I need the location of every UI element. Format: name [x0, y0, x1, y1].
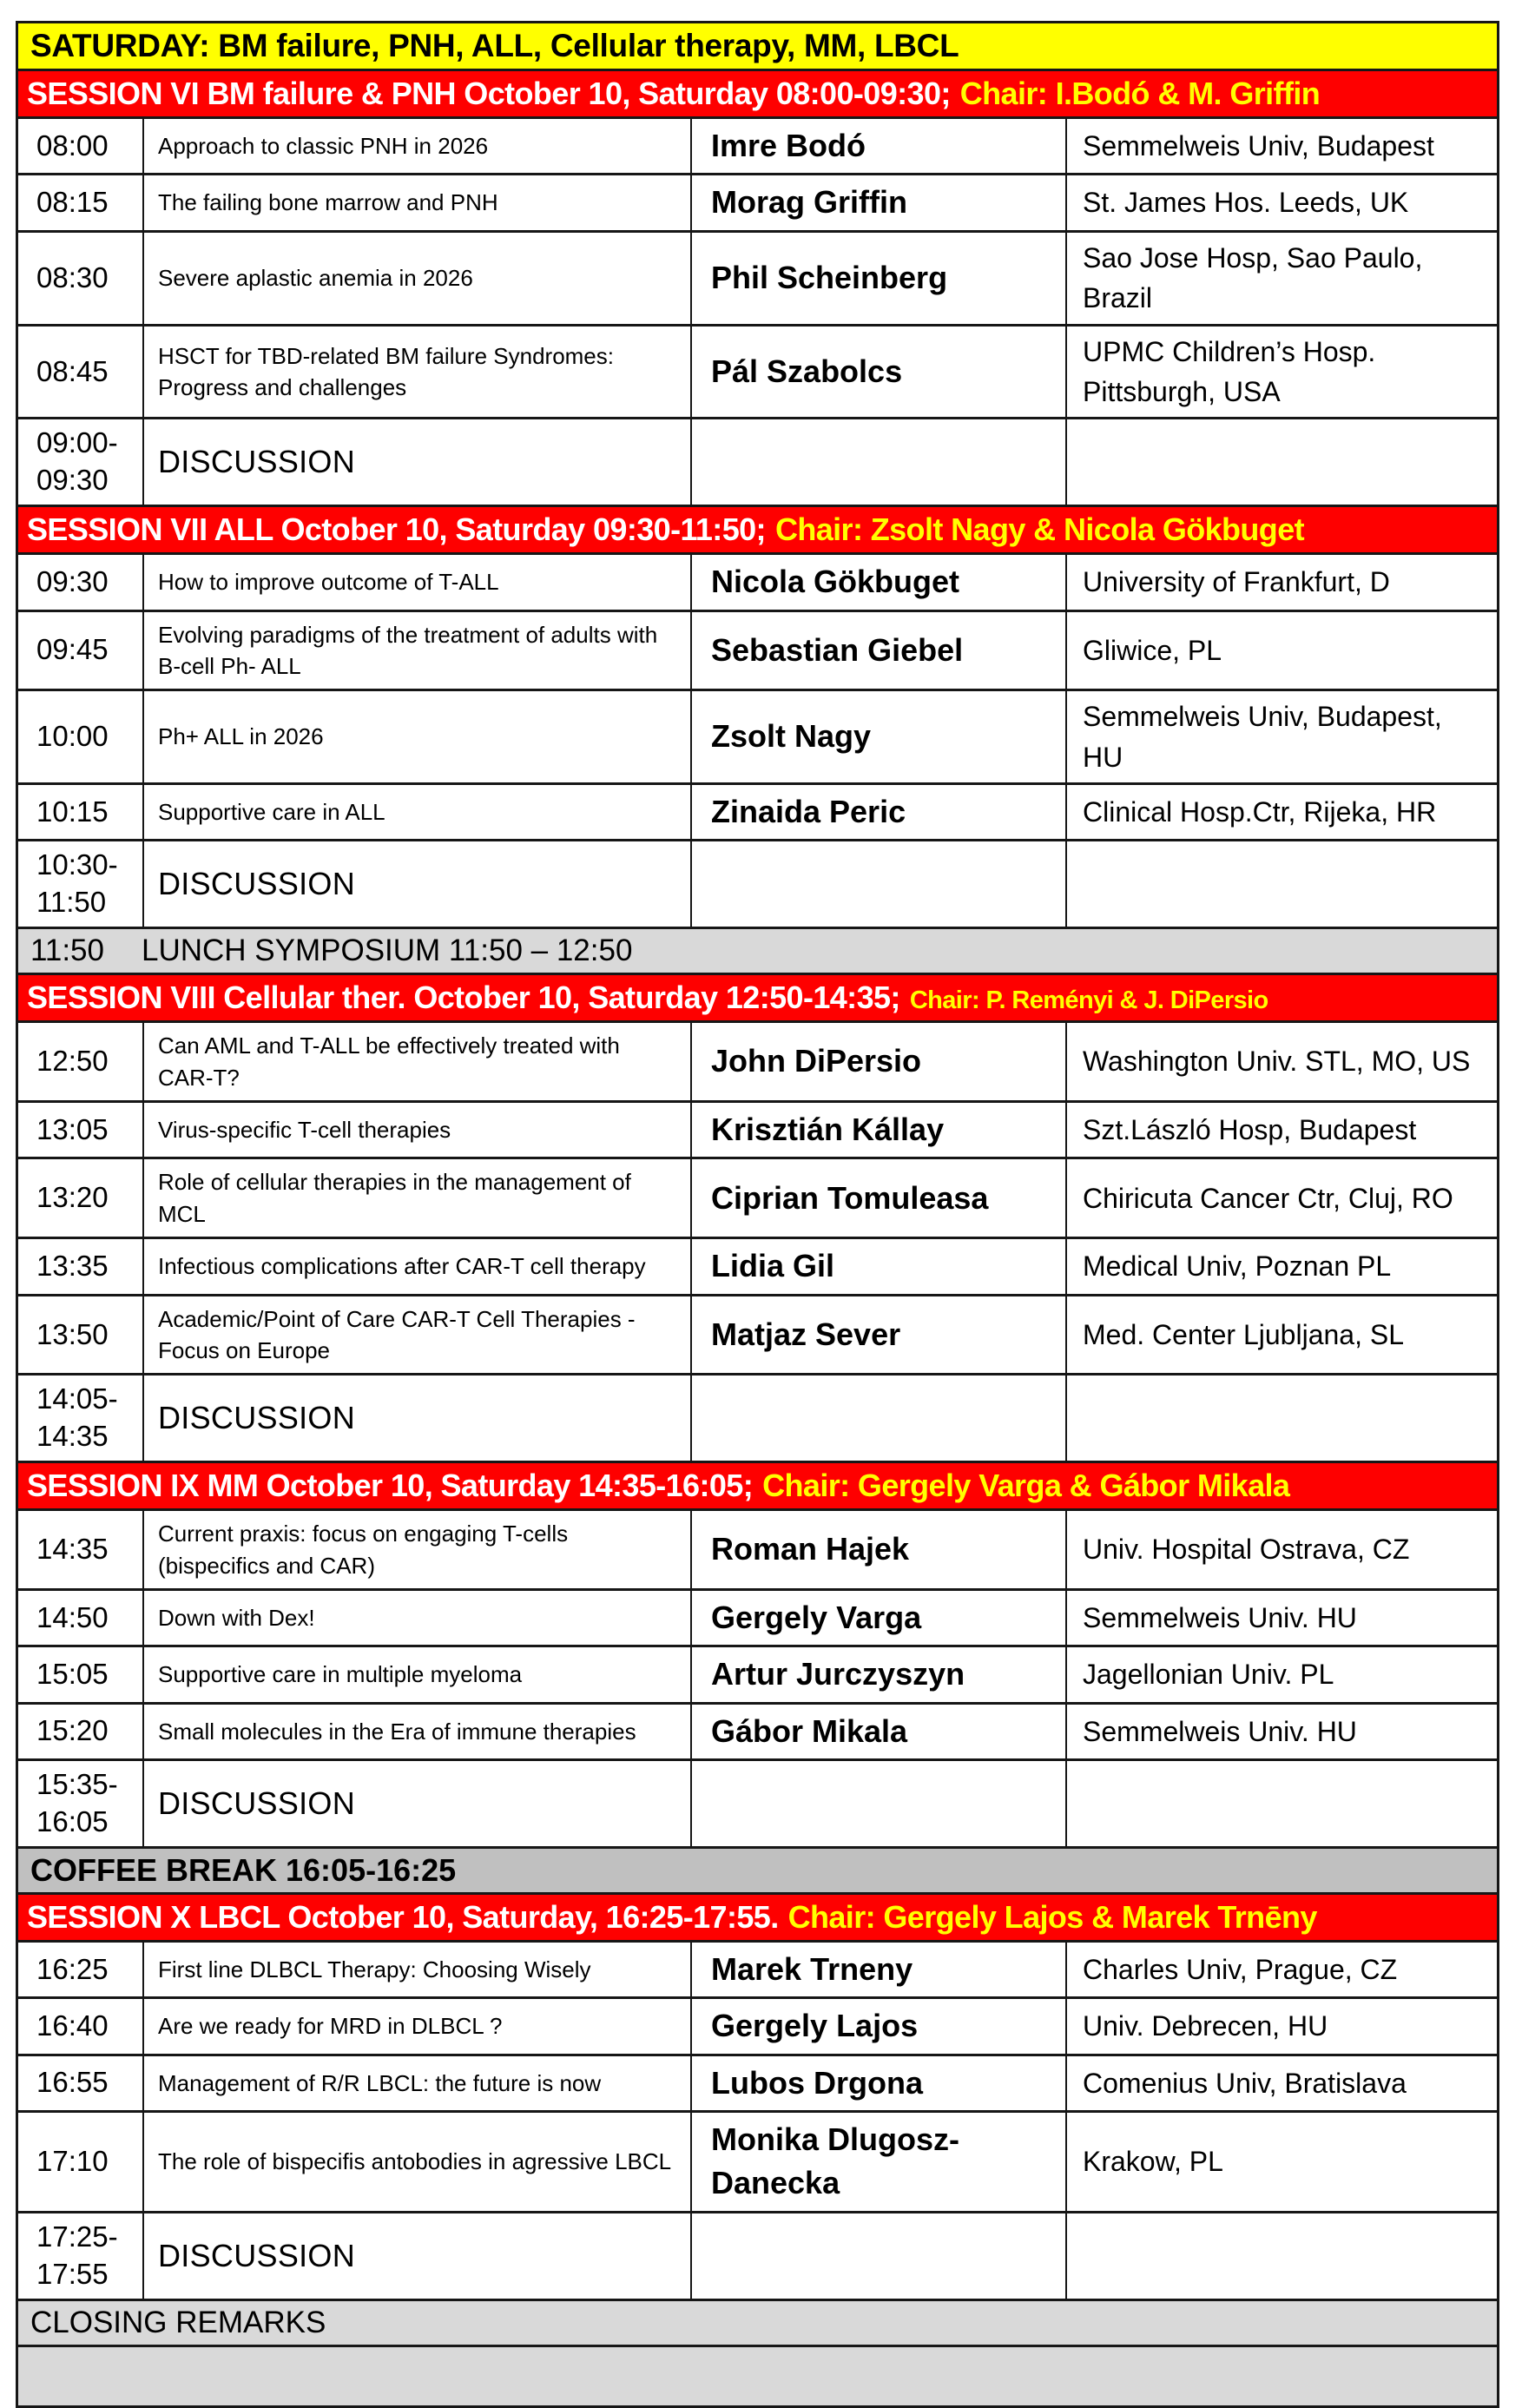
- talk-time: 16:40: [36, 2009, 109, 2042]
- affiliation-cell: [1067, 1511, 1497, 1588]
- affiliation-cell: [1067, 612, 1497, 689]
- session-header-band: [18, 1895, 1497, 1943]
- talk-topic: Can AML and T-ALL be effectively treated with CAR-T?: [158, 1032, 620, 1091]
- topic-cell: [144, 119, 692, 173]
- talk-row: [18, 1296, 1497, 1376]
- talk-row: [18, 785, 1497, 841]
- empty-row: [18, 2347, 1497, 2405]
- affiliation-cell: [1067, 1296, 1497, 1374]
- time-cell: [18, 1159, 144, 1237]
- session-chair: Chair: Gergely Varga & Gábor Mikala: [762, 1468, 1290, 1504]
- time-cell: [18, 1761, 144, 1846]
- speaker-cell: [692, 1023, 1067, 1100]
- talk-topic: Severe aplastic anemia in 2026: [158, 264, 473, 291]
- talk-row: [18, 119, 1497, 175]
- time-cell: [18, 1943, 144, 1996]
- talk-speaker: Zsolt Nagy: [711, 718, 872, 755]
- talk-topic: The failing bone marrow and PNH: [158, 189, 498, 216]
- speaker-cell: [692, 175, 1067, 229]
- talk-speaker: Sebastian Giebel: [711, 631, 964, 668]
- time-cell: [18, 612, 144, 689]
- talk-speaker: Gergely Lajos: [711, 2008, 919, 2044]
- topic-cell: [144, 233, 692, 324]
- talk-affiliation: Univ. Debrecen, HU: [1083, 2010, 1328, 2042]
- affiliation-cell: [1067, 1647, 1497, 1701]
- time-cell: [18, 419, 144, 505]
- time-cell: [18, 785, 144, 839]
- topic-cell: [144, 2113, 692, 2211]
- talk-topic: Down with Dex!: [158, 1604, 315, 1631]
- talk-speaker: Marek Trneny: [711, 1950, 913, 1987]
- discussion-row: [18, 2213, 1497, 2301]
- topic-cell: [144, 785, 692, 839]
- talk-time: 08:30: [36, 261, 109, 294]
- speaker-cell: [692, 2213, 1067, 2299]
- talk-time: 14:50: [36, 1600, 109, 1633]
- talk-row: [18, 2056, 1497, 2113]
- topic-cell: [144, 1591, 692, 1645]
- talk-affiliation: Chiricuta Cancer Ctr, Cluj, RO: [1083, 1182, 1453, 1214]
- time-cell: [18, 1296, 144, 1374]
- talk-time: 17:10: [36, 2145, 109, 2177]
- affiliation-cell: [1067, 233, 1497, 324]
- talk-affiliation: Sao Jose Hosp, Sao Paulo, Brazil: [1083, 241, 1423, 314]
- time-cell: [18, 841, 144, 927]
- talk-time: 09:45: [36, 633, 109, 666]
- topic-cell: [144, 1023, 692, 1100]
- talk-affiliation: Semmelweis Univ. HU: [1083, 1601, 1357, 1633]
- schedule-table: [16, 21, 1499, 2408]
- topic-cell: [144, 1239, 692, 1293]
- talk-time: 09:30: [36, 564, 109, 597]
- affiliation-cell: [1067, 2213, 1497, 2299]
- discussion-label: DISCUSSION: [158, 1400, 356, 1436]
- speaker-cell: [692, 555, 1067, 609]
- affiliation-cell: [1067, 327, 1497, 418]
- topic-cell: [144, 1647, 692, 1701]
- discussion-label: DISCUSSION: [158, 2237, 356, 2273]
- time-cell: [18, 1999, 144, 2053]
- talk-time: 08:15: [36, 186, 109, 219]
- talk-row: [18, 1239, 1497, 1296]
- discussion-row: [18, 841, 1497, 929]
- discussion-time: 15:35-16:05: [36, 1768, 118, 1837]
- speaker-cell: [692, 1943, 1067, 1996]
- speaker-cell: [692, 612, 1067, 689]
- day-title: SATURDAY: BM failure, PNH, ALL, Cellular therapy, MM, LBCL: [30, 28, 959, 63]
- time-cell: [18, 1647, 144, 1701]
- talk-row: [18, 1705, 1497, 1761]
- affiliation-cell: [1067, 1023, 1497, 1100]
- break-time: 11:50: [30, 934, 104, 968]
- session-header-band: [18, 1463, 1497, 1511]
- discussion-label: DISCUSSION: [158, 1785, 356, 1821]
- talk-topic: Academic/Point of Care CAR-T Cell Therapies - Focus on Europe: [158, 1305, 636, 1363]
- topic-cell: [144, 1103, 692, 1157]
- speaker-cell: [692, 419, 1067, 505]
- break-label: COFFEE BREAK 16:05-16:25: [30, 1851, 457, 1888]
- talk-topic: Supportive care in ALL: [158, 799, 385, 826]
- talk-speaker: Monika Dlugosz-Danecka: [711, 2121, 959, 2201]
- discussion-row: [18, 1376, 1497, 1463]
- talk-topic: How to improve outcome of T-ALL: [158, 569, 499, 596]
- topic-cell: [144, 841, 692, 927]
- talk-row: [18, 175, 1497, 232]
- topic-cell: [144, 2213, 692, 2299]
- talk-time: 13:35: [36, 1249, 109, 1282]
- break-label: CLOSING REMARKS: [30, 2305, 326, 2339]
- talk-topic: Virus-specific T-cell therapies: [158, 1117, 451, 1144]
- speaker-cell: [692, 1296, 1067, 1374]
- talk-affiliation: Semmelweis Univ, Budapest: [1083, 130, 1434, 162]
- affiliation-cell: [1067, 1761, 1497, 1846]
- talk-time: 08:00: [36, 129, 109, 162]
- talk-topic: Supportive care in multiple myeloma: [158, 1661, 523, 1688]
- speaker-cell: [692, 1705, 1067, 1758]
- session-title: SESSION VIII Cellular ther. October 10, Saturday 12:50-14:35;: [27, 980, 900, 1016]
- talk-speaker: Morag Griffin: [711, 184, 907, 221]
- speaker-cell: [692, 2056, 1067, 2110]
- talk-row: [18, 233, 1497, 327]
- time-cell: [18, 2213, 144, 2299]
- talk-affiliation: Semmelweis Univ, Budapest, HU: [1083, 701, 1442, 773]
- topic-cell: [144, 175, 692, 229]
- session-chair: Chair: I.Bodó & M. Griffin: [959, 76, 1321, 111]
- talk-row: [18, 555, 1497, 611]
- speaker-cell: [692, 691, 1067, 782]
- speaker-cell: [692, 2113, 1067, 2211]
- talk-row: [18, 1103, 1497, 1159]
- talk-row: [18, 1591, 1497, 1647]
- speaker-cell: [692, 1591, 1067, 1645]
- talk-topic: The role of bispecifis antobodies in agressive LBCL: [158, 2148, 672, 2175]
- talk-speaker: Matjaz Sever: [711, 1316, 901, 1352]
- discussion-time: 17:25-17:55: [36, 2220, 118, 2290]
- speaker-cell: [692, 841, 1067, 927]
- time-cell: [18, 691, 144, 782]
- talk-affiliation: Krakow, PL: [1083, 2146, 1223, 2178]
- talk-topic: Infectious complications after CAR-T cell therapy: [158, 1253, 646, 1280]
- talk-affiliation: Comenius Univ, Bratislava: [1083, 2067, 1407, 2099]
- talk-speaker: Roman Hajek: [711, 1531, 910, 1567]
- affiliation-cell: [1067, 841, 1497, 927]
- time-cell: [18, 2113, 144, 2211]
- session-chair: Chair: Zsolt Nagy & Nicola Gökbuget: [774, 511, 1305, 548]
- time-cell: [18, 1239, 144, 1293]
- topic-cell: [144, 1376, 692, 1461]
- session-title: SESSION IX MM October 10, Saturday 14:35-16:05;: [27, 1468, 754, 1504]
- talk-time: 13:20: [36, 1181, 109, 1214]
- time-cell: [18, 1511, 144, 1588]
- speaker-cell: [692, 1376, 1067, 1461]
- talk-affiliation: Szt.László Hosp, Budapest: [1083, 1114, 1417, 1146]
- discussion-label: DISCUSSION: [158, 444, 356, 480]
- break-row: [18, 929, 1497, 975]
- discussion-time: 09:00-09:30: [36, 426, 118, 497]
- discussion-row: [18, 419, 1497, 507]
- talk-speaker: Imre Bodó: [711, 128, 866, 163]
- talk-topic: First line DLBCL Therapy: Choosing Wisely: [158, 1956, 591, 1982]
- time-cell: [18, 233, 144, 324]
- session-title: SESSION VII ALL October 10, Saturday 09:30-11:50;: [27, 511, 766, 548]
- talk-topic: Are we ready for MRD in DLBCL ?: [158, 2013, 503, 2040]
- speaker-cell: [692, 1511, 1067, 1588]
- topic-cell: [144, 691, 692, 782]
- talk-speaker: John DiPersio: [711, 1043, 922, 1079]
- talk-affiliation: Medical Univ, Poznan PL: [1083, 1250, 1392, 1283]
- affiliation-cell: [1067, 1103, 1497, 1157]
- talk-affiliation: Semmelweis Univ. HU: [1083, 1715, 1357, 1747]
- talk-topic: Evolving paradigms of the treatment of adults with B-cell Ph- ALL: [158, 621, 658, 679]
- talk-topic: Management of R/R LBCL: the future is now: [158, 2069, 602, 2096]
- talk-affiliation: University of Frankfurt, D: [1083, 566, 1390, 598]
- time-cell: [18, 1023, 144, 1100]
- topic-cell: [144, 1999, 692, 2053]
- topic-cell: [144, 612, 692, 689]
- talk-speaker: Zinaida Peric: [711, 794, 906, 830]
- speaker-cell: [692, 119, 1067, 173]
- break-row: [18, 2301, 1497, 2347]
- affiliation-cell: [1067, 2056, 1497, 2110]
- affiliation-cell: [1067, 1239, 1497, 1293]
- talk-affiliation: Univ. Hospital Ostrava, CZ: [1083, 1534, 1410, 1566]
- topic-cell: [144, 1511, 692, 1588]
- talk-speaker: Ciprian Tomuleasa: [711, 1179, 989, 1216]
- speaker-cell: [692, 1239, 1067, 1293]
- topic-cell: [144, 327, 692, 418]
- talk-time: 16:55: [36, 2066, 109, 2099]
- affiliation-cell: [1067, 1591, 1497, 1645]
- time-cell: [18, 1103, 144, 1157]
- affiliation-cell: [1067, 785, 1497, 839]
- talk-row: [18, 1999, 1497, 2055]
- speaker-cell: [692, 233, 1067, 324]
- speaker-cell: [692, 1999, 1067, 2053]
- talk-row: [18, 1511, 1497, 1591]
- affiliation-cell: [1067, 2113, 1497, 2211]
- talk-time: 12:50: [36, 1045, 109, 1078]
- talk-row: [18, 1023, 1497, 1103]
- talk-row: [18, 691, 1497, 785]
- talk-time: 08:45: [36, 354, 109, 387]
- affiliation-cell: [1067, 1376, 1497, 1461]
- affiliation-cell: [1067, 1943, 1497, 1996]
- time-cell: [18, 119, 144, 173]
- talk-topic: Current praxis: focus on engaging T-cells (bispecifics and CAR): [158, 1521, 569, 1579]
- topic-cell: [144, 1943, 692, 1996]
- talk-affiliation: Jagellonian Univ. PL: [1083, 1659, 1334, 1691]
- talk-affiliation: St. James Hos. Leeds, UK: [1083, 187, 1409, 219]
- affiliation-cell: [1067, 1705, 1497, 1758]
- talk-speaker: Gergely Varga: [711, 1599, 922, 1635]
- talk-row: [18, 612, 1497, 692]
- time-cell: [18, 327, 144, 418]
- talk-time: 15:20: [36, 1714, 109, 1747]
- talk-row: [18, 1647, 1497, 1704]
- talk-row: [18, 327, 1497, 420]
- time-cell: [18, 2056, 144, 2110]
- talk-time: 13:05: [36, 1112, 109, 1145]
- talk-speaker: Artur Jurczyszyn: [711, 1656, 965, 1692]
- speaker-cell: [692, 327, 1067, 418]
- topic-cell: [144, 1296, 692, 1374]
- speaker-cell: [692, 1103, 1067, 1157]
- talk-time: 16:25: [36, 1952, 109, 1985]
- talk-speaker: Nicola Gökbuget: [711, 564, 960, 600]
- speaker-cell: [692, 1647, 1067, 1701]
- discussion-time: 14:05-14:35: [36, 1382, 118, 1453]
- talk-speaker: Phil Scheinberg: [711, 259, 948, 295]
- speaker-cell: [692, 1159, 1067, 1237]
- affiliation-cell: [1067, 555, 1497, 609]
- discussion-row: [18, 1761, 1497, 1849]
- topic-cell: [144, 555, 692, 609]
- talk-time: 10:15: [36, 795, 109, 828]
- talk-topic: Ph+ ALL in 2026: [158, 723, 324, 750]
- talk-affiliation: Clinical Hosp.Ctr, Rijeka, HR: [1083, 796, 1437, 828]
- topic-cell: [144, 1761, 692, 1846]
- topic-cell: [144, 1159, 692, 1237]
- session-header-band: [18, 71, 1497, 119]
- time-cell: [18, 1591, 144, 1645]
- topic-cell: [144, 2056, 692, 2110]
- affiliation-cell: [1067, 1999, 1497, 2053]
- session-chair: Chair: P. Reményi & J. DiPersio: [909, 986, 1268, 1015]
- talk-time: 15:05: [36, 1658, 109, 1691]
- talk-affiliation: Washington Univ. STL, MO, US: [1083, 1046, 1471, 1078]
- talk-speaker: Pál Szabolcs: [711, 353, 903, 389]
- talk-speaker: Lubos Drgona: [711, 2064, 923, 2101]
- talk-topic: Small molecules in the Era of immune therapies: [158, 1718, 636, 1745]
- talk-affiliation: Charles Univ, Prague, CZ: [1083, 1953, 1398, 1985]
- session-header-band: [18, 975, 1497, 1023]
- time-cell: [18, 1705, 144, 1758]
- talk-topic: HSCT for TBD-related BM failure Syndromes: Progress and challenges: [158, 342, 614, 400]
- talk-time: 14:35: [36, 1533, 109, 1566]
- talk-row: [18, 1943, 1497, 1999]
- speaker-cell: [692, 785, 1067, 839]
- affiliation-cell: [1067, 175, 1497, 229]
- talk-speaker: Gábor Mikala: [711, 1712, 908, 1749]
- topic-cell: [144, 419, 692, 505]
- speaker-cell: [692, 1761, 1067, 1846]
- talk-affiliation: Gliwice, PL: [1083, 634, 1222, 666]
- talk-row: [18, 1159, 1497, 1239]
- talk-topic: Role of cellular therapies in the management of MCL: [158, 1169, 631, 1227]
- talk-affiliation: UPMC Children’s Hosp. Pittsburgh, USA: [1083, 335, 1376, 407]
- session-title: SESSION VI BM failure & PNH October 10, Saturday 08:00-09:30;: [27, 76, 951, 111]
- talk-time: 13:50: [36, 1317, 109, 1350]
- topic-cell: [144, 1705, 692, 1758]
- affiliation-cell: [1067, 119, 1497, 173]
- talk-affiliation: Med. Center Ljubljana, SL: [1083, 1318, 1404, 1350]
- time-cell: [18, 175, 144, 229]
- affiliation-cell: [1067, 691, 1497, 782]
- discussion-time: 10:30-11:50: [36, 848, 118, 919]
- affiliation-cell: [1067, 1159, 1497, 1237]
- talk-speaker: Lidia Gil: [711, 1248, 835, 1284]
- affiliation-cell: [1067, 419, 1497, 505]
- discussion-label: DISCUSSION: [158, 866, 356, 902]
- talk-time: 10:00: [36, 720, 109, 753]
- session-header-band: [18, 507, 1497, 555]
- session-title: SESSION X LBCL October 10, Saturday, 16:25-17:55.: [27, 1898, 779, 1935]
- day-header-band: [18, 23, 1497, 71]
- session-chair: Chair: Gergely Lajos & Marek Trnēny: [787, 1898, 1317, 1935]
- talk-topic: Approach to classic PNH in 2026: [158, 133, 489, 159]
- talk-row: [18, 2113, 1497, 2213]
- break-label: LUNCH SYMPOSIUM 11:50 – 12:50: [142, 934, 633, 968]
- time-cell: [18, 555, 144, 609]
- time-cell: [18, 1376, 144, 1461]
- break-row: [18, 1849, 1497, 1895]
- talk-speaker: Krisztián Kállay: [711, 1112, 945, 1148]
